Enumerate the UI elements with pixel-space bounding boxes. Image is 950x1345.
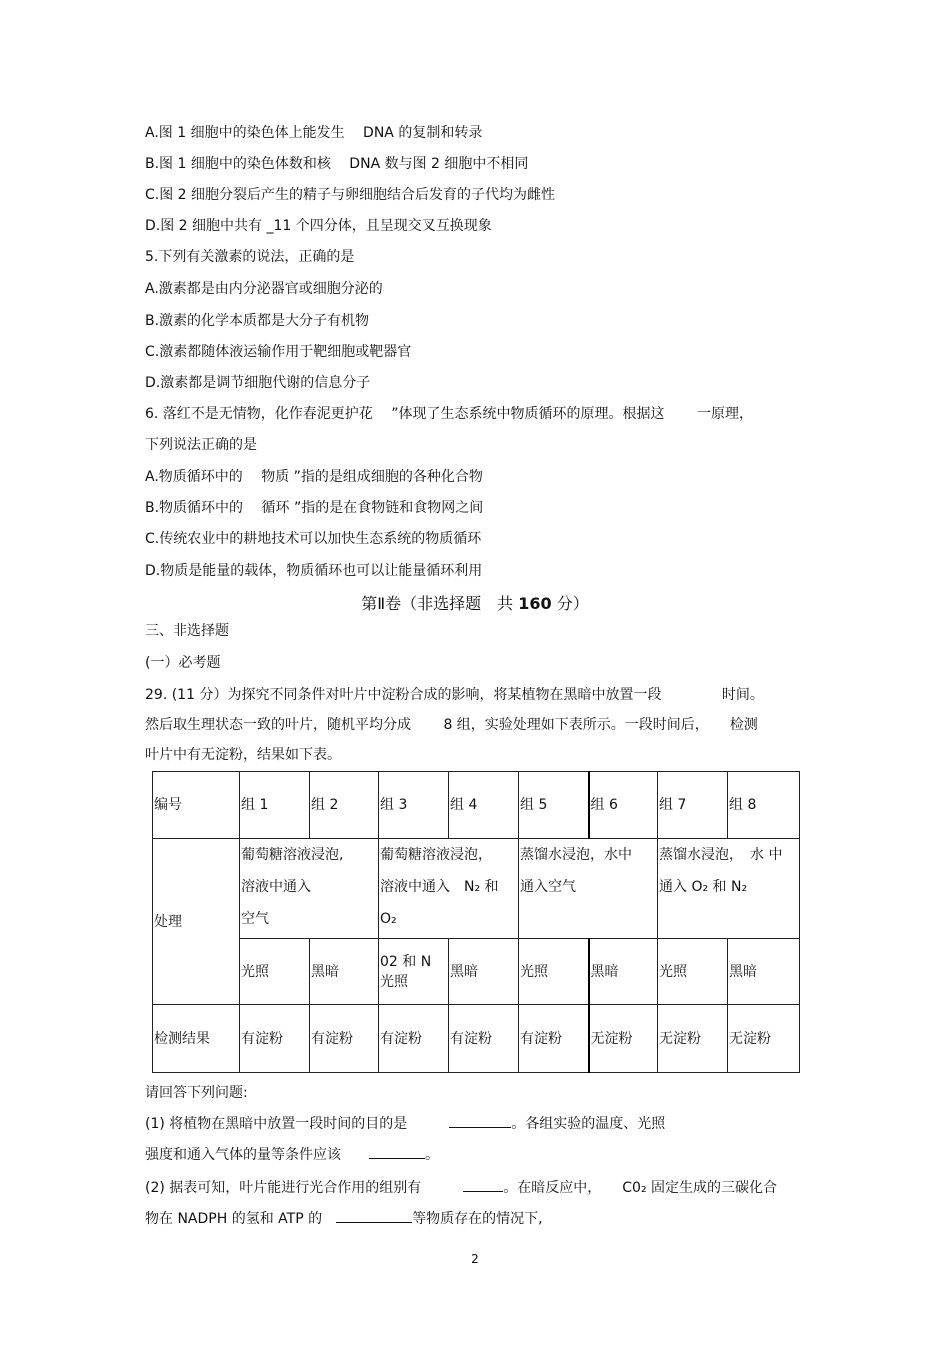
answer-blank[interactable] — [449, 1113, 511, 1128]
answer-blank[interactable] — [336, 1208, 412, 1223]
header-label: 编号 — [153, 772, 240, 839]
q6-option-c: C.传统农业中的耕地技术可以加快生态系统的物质循环 — [145, 531, 482, 547]
q5-option-d: D.激素都是调节细胞代谢的信息分子 — [145, 375, 371, 391]
section-sub: (一）必考题 — [145, 655, 221, 671]
treatment-cell: 葡萄糖溶液浸泡, 溶液中通入 空气 — [240, 839, 379, 939]
result-cell: 有淀粉 — [240, 1005, 310, 1073]
q6-option-b: B.物质循环中的 循环 ”指的是在食物链和食物网之间 — [145, 500, 484, 516]
group-header: 组 2 — [310, 772, 379, 839]
extra-note: 02 和 N — [380, 953, 432, 970]
light-cell: 光照 — [658, 939, 728, 1005]
group-header: 组 1 — [240, 772, 310, 839]
group-header: 组 7 — [658, 772, 728, 839]
q6-stem-line1: 6. 落红不是无情物，化作春泥更护花 ”体现了生态系统中物质循环的原理。根据这 一原理， — [145, 406, 753, 422]
group-header: 组 3 — [379, 772, 449, 839]
section-title: 第Ⅱ卷（非选择题 共 160 分） — [361, 594, 589, 613]
questions-intro: 请回答下列问题: — [145, 1085, 248, 1101]
page-number: 2 — [471, 1252, 479, 1266]
answer-blank[interactable] — [369, 1144, 425, 1159]
q5-option-a: A.激素都是由内分泌器官或细胞分泌的 — [145, 281, 383, 297]
light-cell: 黑暗 — [728, 939, 800, 1005]
q6-stem-line2: 下列说法正确的是 — [145, 437, 257, 453]
treatment-cell: 蒸馏水浸泡，水中 通入空气 — [519, 839, 658, 939]
group-header: 组 4 — [449, 772, 519, 839]
result-label: 检测结果 — [153, 1005, 240, 1073]
q4-option-a: A.图 1 细胞中的染色体上能发生 DNA 的复制和转录 — [145, 125, 483, 141]
result-cell: 无淀粉 — [728, 1005, 800, 1073]
result-cell: 有淀粉 — [449, 1005, 519, 1073]
q5-stem: 5.下列有关激素的说法，正确的是 — [145, 249, 355, 265]
treatment-label: 处理 — [153, 839, 240, 1005]
section-part: 三、非选择题 — [145, 623, 229, 639]
q29-part1-line2: 强度和通入气体的量等条件应该 。 — [145, 1144, 439, 1165]
q29-part1-line1: (1) 将植物在黑暗中放置一段时间的目的是 。各组实验的温度、光照 — [145, 1113, 665, 1134]
q5-option-b: B.激素的化学本质都是大分子有机物 — [145, 313, 370, 329]
light-cell: 黑暗 — [449, 939, 519, 1005]
light-cell: 黑暗 — [589, 939, 658, 1005]
table-header-row — [153, 772, 800, 839]
q6-option-a: A.物质循环中的 物质 ”指的是组成细胞的各种化合物 — [145, 469, 483, 485]
q29-line3: 叶片中有无淀粉，结果如下表。 — [145, 747, 341, 763]
q29-part2-line2: 物在 NADPH 的氢和 ATP 的 等物质存在的情况下, — [145, 1208, 543, 1229]
group-header: 组 5 — [519, 772, 589, 839]
light-cell: 黑暗 — [310, 939, 379, 1005]
q29-part2-line1: (2) 据表可知，叶片能进行光合作用的组别有 。在暗反应中， C0₂ 固定生成的三碳化合 — [145, 1177, 777, 1198]
q4-option-d: D.图 2 细胞中共有 _11 个四分体，且呈现交叉互换现象 — [145, 218, 492, 234]
q4-option-b: B.图 1 细胞中的染色体数和核 DNA 数与图 2 细胞中不相同 — [145, 156, 529, 172]
q29-line1: 29. (11 分）为探究不同条件对叶片中淀粉合成的影响，将某植物在黑暗中放置一段 时间。 — [145, 687, 764, 703]
q6-option-d: D.物质是能量的载体，物质循环也可以让能量循环利用 — [145, 563, 483, 579]
answer-blank[interactable] — [463, 1177, 503, 1192]
table-treatment-row — [153, 839, 800, 939]
table-light-row — [153, 939, 800, 1005]
treatment-cell: 蒸馏水浸泡， 水 中 通入 O₂ 和 N₂ — [658, 839, 800, 939]
result-cell: 无淀粉 — [658, 1005, 728, 1073]
q4-option-c: C.图 2 细胞分裂后产生的精子与卵细胞结合后发育的子代均为雌性 — [145, 187, 556, 203]
light-cell: 光照 — [240, 939, 310, 1005]
group-header: 组 6 — [589, 772, 658, 839]
treatment-cell: 葡萄糖溶液浸泡， 溶液中通入 N₂ 和 O₂ — [379, 839, 519, 939]
light-cell: 02 和 N 光照 — [379, 939, 449, 1005]
result-cell: 有淀粉 — [310, 1005, 379, 1073]
group-header: 组 8 — [728, 772, 800, 839]
result-cell: 无淀粉 — [589, 1005, 658, 1073]
result-cell: 有淀粉 — [519, 1005, 589, 1073]
result-cell: 有淀粉 — [379, 1005, 449, 1073]
experiment-table — [152, 771, 800, 1073]
q29-line2: 然后取生理状态一致的叶片，随机平均分成 8 组，实验处理如下表所示。一段时间后， 检测 — [145, 717, 758, 733]
light-cell: 光照 — [519, 939, 589, 1005]
table-result-row — [153, 1005, 800, 1073]
q5-option-c: C.激素都随体液运输作用于靶细胞或靶器官 — [145, 344, 412, 360]
